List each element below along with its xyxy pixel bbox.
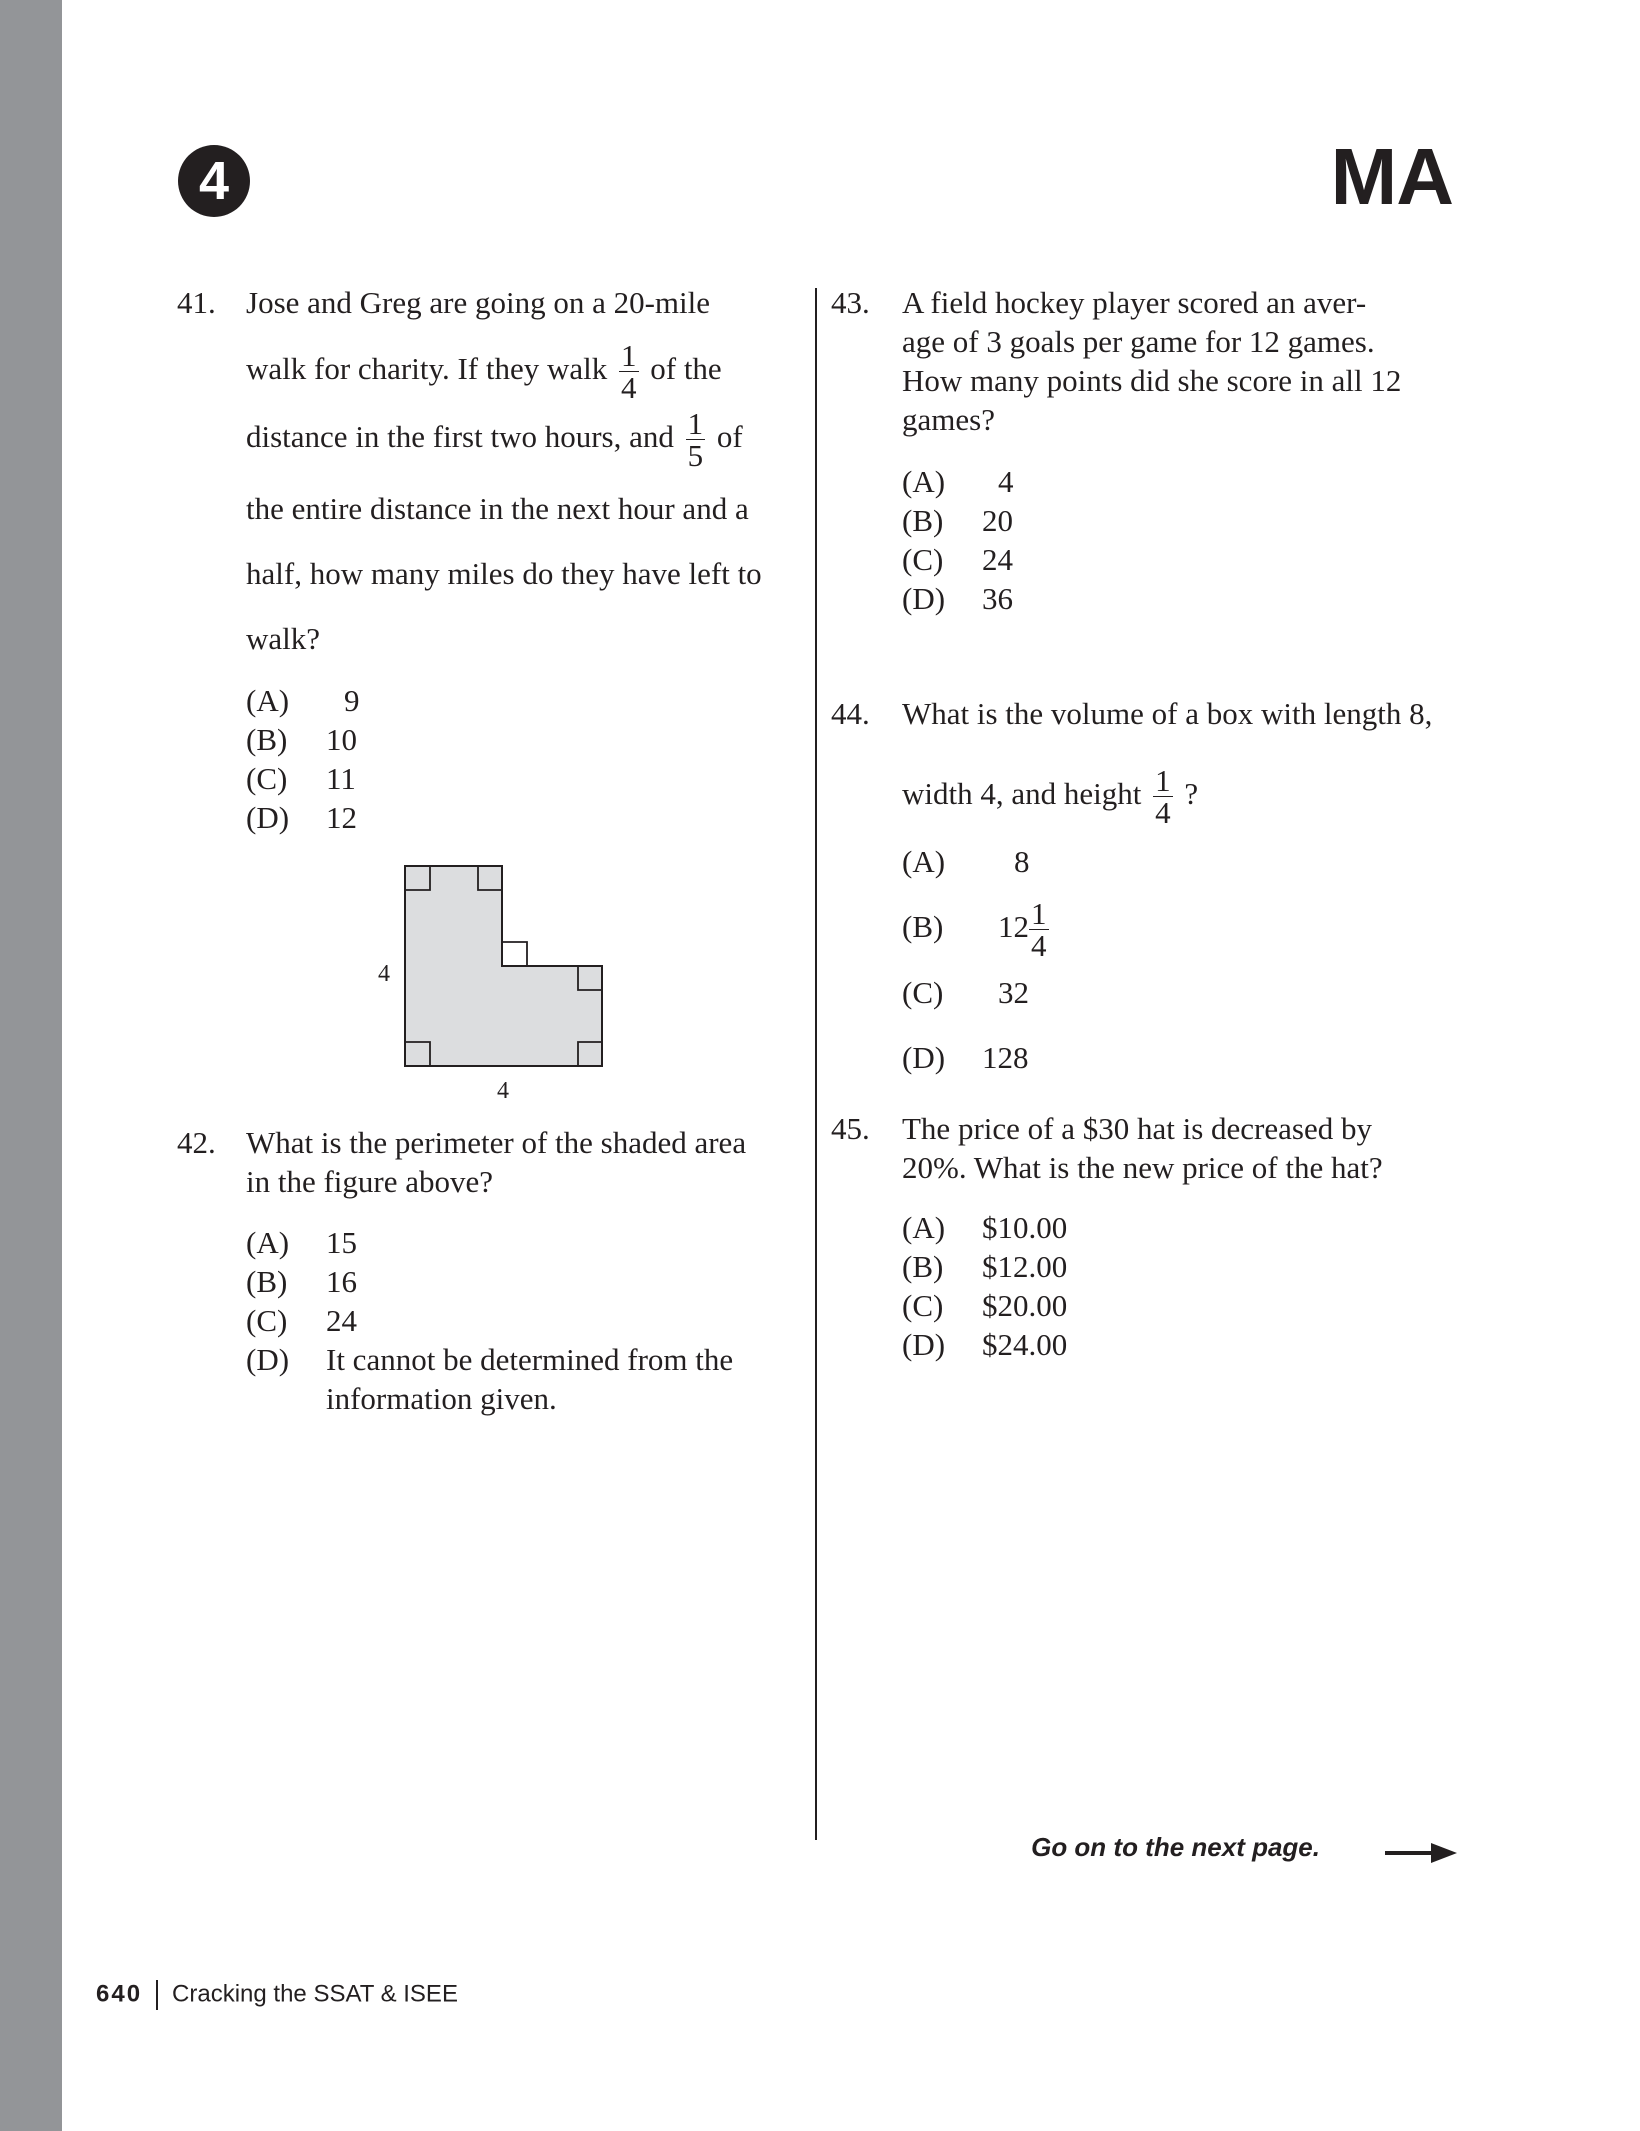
- answer-option[interactable]: [902, 842, 1030, 882]
- answer-option[interactable]: [246, 1301, 357, 1341]
- right-arrow-icon: [1385, 1840, 1457, 1871]
- fraction-denominator: 4: [1155, 795, 1171, 831]
- option-label: (B): [902, 909, 944, 944]
- answer-option[interactable]: [902, 973, 1029, 1013]
- option-label: (D): [902, 581, 946, 616]
- option-label: (C): [902, 542, 944, 577]
- answer-option[interactable]: [902, 1208, 1067, 1248]
- option-label: (A): [902, 1210, 946, 1245]
- question-text: What is the volume of a box with length 8,: [902, 696, 1433, 731]
- option-value: $24.00: [982, 1327, 1068, 1362]
- answer-option[interactable]: [246, 681, 360, 721]
- option-label: (D): [902, 1040, 946, 1075]
- option-value: 9: [344, 683, 360, 718]
- question-text: age of 3 goals per game for 12 games.: [902, 324, 1375, 359]
- section-number-badge: 4: [178, 145, 250, 217]
- footer-separator: [156, 1980, 158, 2010]
- option-label: (B): [246, 1264, 288, 1299]
- question-text: 20%. What is the new price of the hat?: [902, 1150, 1383, 1185]
- answer-option[interactable]: [246, 1340, 733, 1380]
- fraction-numerator: 1: [621, 338, 637, 374]
- option-value: 8: [1014, 844, 1030, 879]
- option-label: (B): [246, 722, 288, 757]
- fraction: [619, 338, 639, 406]
- question-text-part: distance in the first two hours, and: [246, 419, 674, 454]
- shaded-region: [405, 866, 602, 1066]
- question-number: 44.: [831, 696, 870, 731]
- answer-option[interactable]: [902, 1286, 1067, 1326]
- option-value-continued: information given.: [326, 1381, 557, 1416]
- question-text: the entire distance in the next hour and a: [246, 491, 749, 526]
- option-value: 128: [982, 1040, 1029, 1075]
- option-label: (B): [902, 1249, 944, 1284]
- option-value: 32: [998, 975, 1029, 1010]
- option-value: 36: [982, 581, 1013, 616]
- fraction: [1029, 896, 1049, 964]
- fraction-numerator: 1: [687, 406, 704, 442]
- option-label: (A): [902, 844, 946, 879]
- figure-left-label: 4: [378, 961, 390, 987]
- option-label: (C): [246, 1303, 288, 1338]
- option-value: 15: [326, 1225, 357, 1260]
- fraction: [686, 406, 706, 474]
- fraction: [1153, 763, 1173, 831]
- answer-option[interactable]: [246, 720, 357, 760]
- option-label: (C): [902, 975, 944, 1010]
- option-label: (A): [246, 1225, 290, 1260]
- option-label: (C): [246, 761, 288, 796]
- option-label: (B): [902, 503, 944, 538]
- answer-option[interactable]: [902, 462, 1014, 502]
- question-number: 45.: [831, 1111, 870, 1146]
- question-text: What is the perimeter of the shaded area: [246, 1125, 747, 1160]
- answer-option[interactable]: [902, 889, 1053, 965]
- question-text: [246, 331, 722, 407]
- fraction-denominator: 5: [687, 438, 704, 474]
- option-value: 4: [998, 464, 1014, 499]
- option-label: (A): [246, 683, 290, 718]
- fraction-numerator: 1: [1031, 896, 1047, 932]
- question-text: half, how many miles do they have left to: [246, 556, 762, 591]
- option-label: (D): [246, 1342, 290, 1377]
- shaded-figure-svg: [360, 858, 620, 1108]
- answer-option[interactable]: [246, 1262, 357, 1302]
- fraction-denominator: 4: [621, 370, 637, 406]
- question-text: A field hockey player scored an aver-: [902, 285, 1367, 320]
- section-code: MA: [1330, 132, 1453, 221]
- page-number: 640: [96, 1980, 143, 2008]
- page-footer: [96, 1980, 458, 2010]
- question-text: walk?: [246, 621, 321, 656]
- question-text-part: of: [716, 419, 743, 454]
- answer-option[interactable]: [246, 1223, 357, 1263]
- go-on-next-page-text: Go on to the next page.: [1031, 1832, 1320, 1862]
- fraction-denominator: 4: [1031, 928, 1047, 964]
- option-label: (C): [902, 1288, 944, 1323]
- option-label: (D): [902, 1327, 946, 1362]
- question-text-part: of the: [650, 351, 722, 386]
- answer-option[interactable]: [902, 579, 1013, 619]
- question-text: The price of a $30 hat is decreased by: [902, 1111, 1372, 1146]
- question-number: 43.: [831, 285, 870, 320]
- figure-bottom-label: 4: [497, 1078, 509, 1104]
- question-number: 41.: [177, 285, 216, 320]
- option-value: $10.00: [982, 1210, 1068, 1245]
- right-angle-mark: [502, 942, 527, 966]
- option-value: 12: [326, 800, 357, 835]
- option-label: (A): [902, 464, 946, 499]
- option-value: It cannot be determined from the: [326, 1342, 734, 1377]
- option-label: (D): [246, 800, 290, 835]
- option-value: $20.00: [982, 1288, 1068, 1323]
- question-text: in the figure above?: [246, 1164, 494, 1199]
- column-divider: [815, 288, 817, 1840]
- question-text: Jose and Greg are going on a 20-mile: [246, 285, 711, 320]
- answer-option[interactable]: [902, 1325, 1067, 1365]
- shaded-figure: [360, 858, 620, 1113]
- question-text-part: ?: [1184, 776, 1199, 811]
- option-value: 24: [982, 542, 1013, 577]
- book-title: Cracking the SSAT & ISEE: [172, 1980, 458, 2008]
- question-text: [246, 399, 743, 475]
- question-text: games?: [902, 402, 995, 437]
- fraction-numerator: 1: [1155, 763, 1171, 799]
- option-value: 16: [326, 1264, 357, 1299]
- answer-option[interactable]: [246, 759, 356, 799]
- option-value: 24: [326, 1303, 357, 1338]
- answer-option[interactable]: [902, 501, 1013, 541]
- option-value: 10: [326, 722, 357, 757]
- question-text: How many points did she score in all 12: [902, 363, 1402, 398]
- question-text: [902, 756, 1198, 832]
- answer-option[interactable]: [246, 798, 357, 838]
- side-gray-bar: [0, 0, 62, 2131]
- question-text-part: walk for charity. If they walk: [246, 351, 608, 386]
- answer-option[interactable]: [902, 540, 1013, 580]
- question-text-part: width 4, and height: [902, 776, 1142, 811]
- option-value-whole: 12: [998, 909, 1029, 944]
- answer-option[interactable]: [902, 1038, 1029, 1078]
- question-number: 42.: [177, 1125, 216, 1160]
- option-value: 11: [326, 761, 356, 796]
- answer-option[interactable]: [902, 1247, 1067, 1287]
- option-value: 20: [982, 503, 1013, 538]
- option-value: $12.00: [982, 1249, 1068, 1284]
